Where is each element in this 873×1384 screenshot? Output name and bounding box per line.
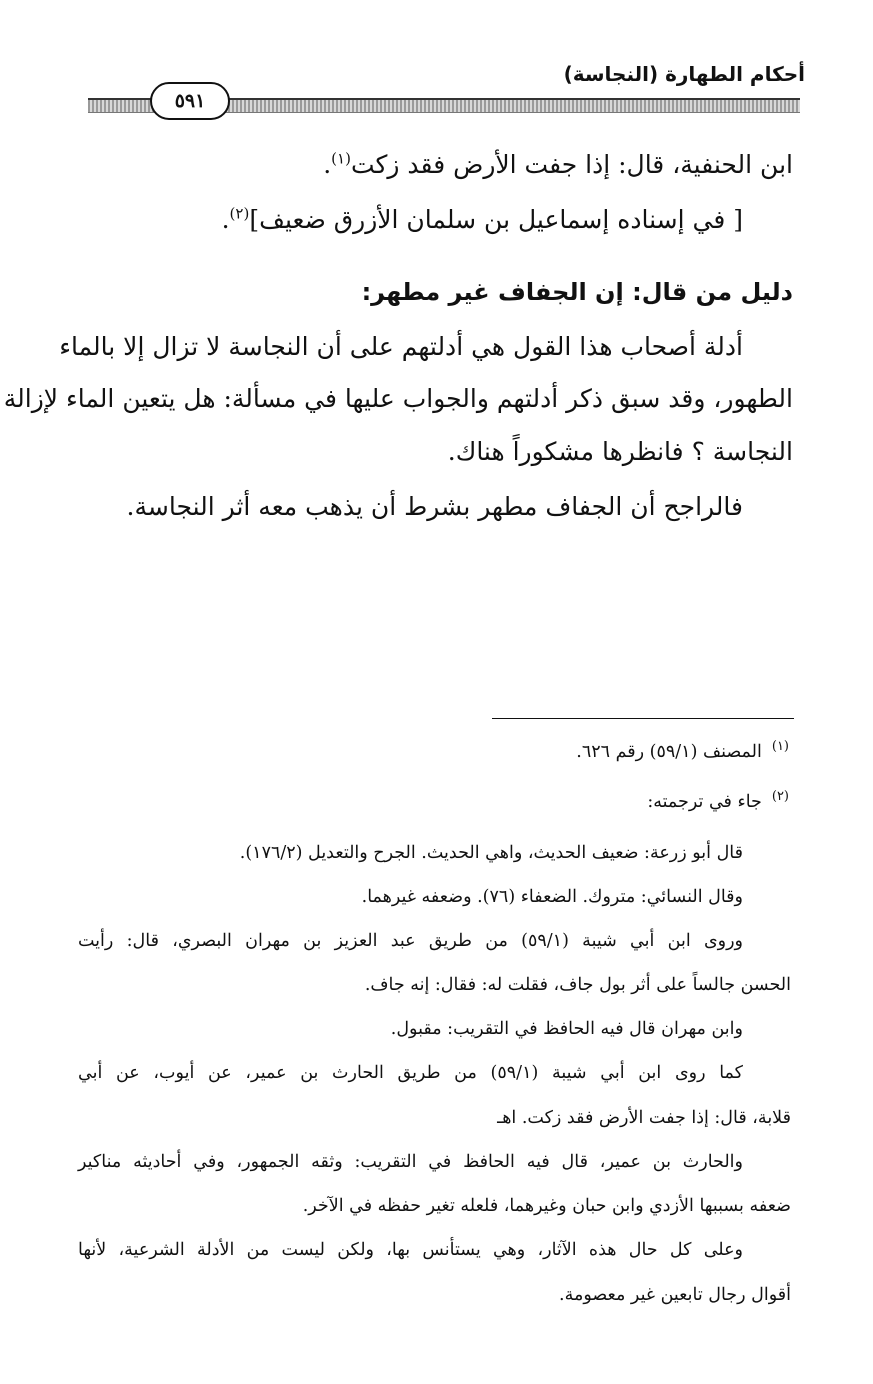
body-punctuation: . [323, 150, 332, 179]
footnote-line: ضعفه بسببها الأزدي وابن حبان وغيرهما، فلعله تغير حفظه في الآخر. [302, 1196, 791, 1216]
footnote-line: كما روى ابن أبي شيبة (٥٩/١) من طريق الحارث بن عمير، عن أيوب، عن أبي [78, 1063, 743, 1083]
paragraph-line: فالراجح أن الجفاف مطهر بشرط أن يذهب معه أثر النجاسة. [126, 492, 743, 521]
footnote-line: قلابة، قال: إذا جفت الأرض فقد زكت. اهـ [497, 1108, 791, 1128]
footnote-line: قال أبو زرعة: ضعيف الحديث، واهي الحديث. الجرح والتعديل (١٧٦/٢). [239, 843, 743, 863]
footnote-marker: (٢) [771, 789, 789, 805]
footnote-line: الحسن جالساً على أثر بول جاف، فقلت له: فقال: إنه جاف. [364, 975, 791, 995]
section-heading: دليل من قال: إن الجفاف غير مطهر: [361, 278, 793, 306]
paragraph-line: الطهور، وقد سبق ذكر أدلتهم والجواب عليها في مسألة: هل يتعين الماء لإزالة [3, 384, 793, 413]
paragraph-line: أدلة أصحاب هذا القول هي أدلتهم على أن النجاسة لا تزال إلا بالماء [59, 332, 743, 361]
footnote-reference: (٢) [229, 204, 250, 223]
body-line [222, 205, 743, 234]
footnote-text: جاء في ترجمته: [647, 792, 762, 812]
footnote-line: وقال النسائي: متروك. الضعفاء (٧٦). وضعفه غيرهما. [361, 887, 743, 907]
footnote-2 [647, 789, 789, 812]
running-header-title: أحكام الطهارة (النجاسة) [563, 62, 805, 86]
footnote-line: والحارث بن عمير، قال فيه الحافظ في التقريب: وثقه الجمهور، وفي أحاديثه مناكير [78, 1152, 743, 1172]
body-punctuation: . [221, 205, 230, 234]
body-text: [ في إسناده إسماعيل بن سلمان الأزرق ضعيف] [249, 205, 743, 234]
footnote-line: وروى ابن أبي شيبة (٥٩/١) من طريق عبد العزيز بن مهران البصري، قال: رأيت [78, 931, 743, 951]
footnote-line: وعلى كل حال هذه الآثار، وهي يستأنس بها، ولكن ليست من الأدلة الشرعية، لأنها [78, 1240, 743, 1260]
footnote-line: أقوال رجال تابعين غير معصومة. [559, 1285, 791, 1305]
footnote-text: المصنف (٥٩/١) رقم ٦٢٦. [576, 742, 762, 762]
paragraph-line: النجاسة ؟ فانظرها مشكوراً هناك. [447, 437, 793, 466]
body-line [323, 150, 793, 179]
footnote-1 [576, 739, 789, 762]
body-text: ابن الحنفية، قال: إذا جفت الأرض فقد زكت [350, 150, 793, 179]
footnote-separator [492, 718, 794, 719]
footnote-line: وابن مهران قال فيه الحافظ في التقريب: مقبول. [390, 1019, 743, 1039]
page-number-badge: ٥٩١ [150, 82, 230, 120]
footnote-marker: (١) [771, 739, 789, 755]
footnote-reference: (١) [331, 149, 351, 168]
